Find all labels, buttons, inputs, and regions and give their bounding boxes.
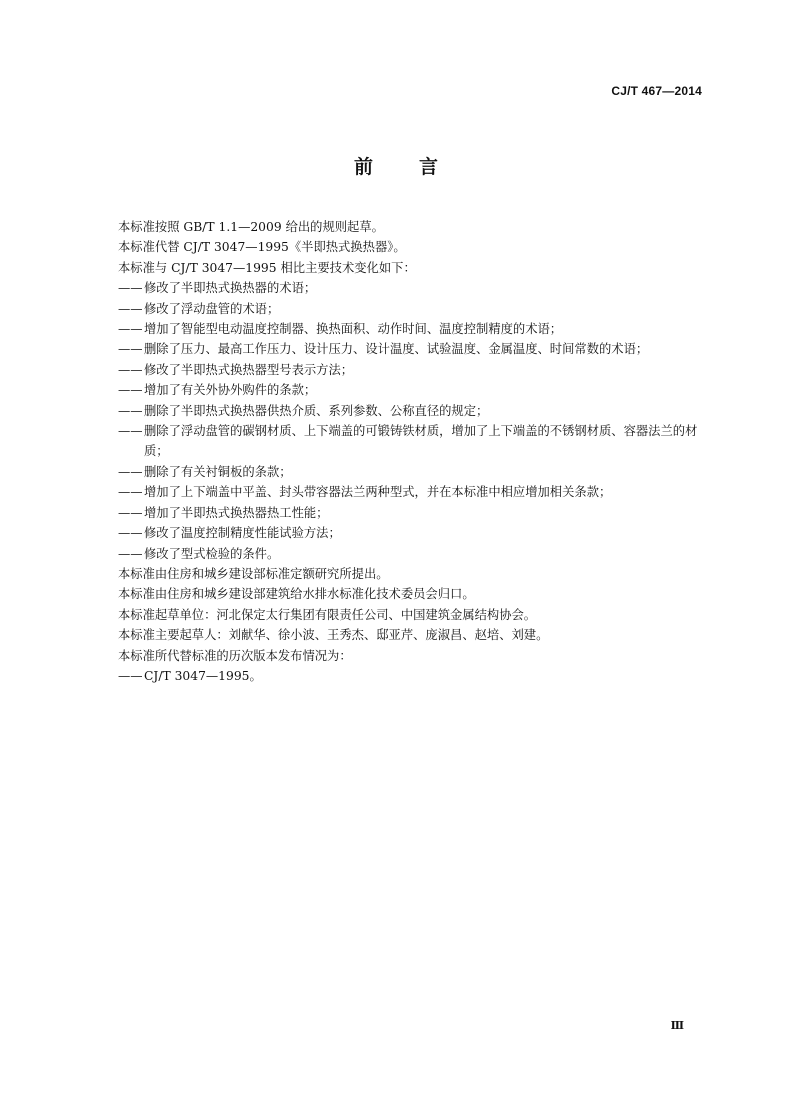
list-item <box>118 523 710 543</box>
list-dash: —— <box>118 383 143 398</box>
list-dash: —— <box>118 362 143 377</box>
paragraph-drafting-rules: 本标准按照 GB/T 1.1—2009 给出的规则起草。 <box>118 220 384 234</box>
paragraph-drafters: 本标准主要起草人：刘献华、徐小波、王秀杰、邸亚芹、庞淑昌、赵培、刘建。 <box>118 628 549 643</box>
list-item <box>118 503 710 523</box>
list-dash: —— <box>118 301 143 316</box>
list-item <box>118 401 710 421</box>
list-item-text: 修改了半即热式换热器的术语； <box>144 281 317 296</box>
paragraph-changes-intro: 本标准与 CJ/T 3047—1995 相比主要技术变化如下： <box>118 260 416 275</box>
list-item <box>118 380 710 400</box>
paragraph-drafting-organizations: 本标准起草单位：河北保定太行集团有限责任公司、中国建筑金属结构协会。 <box>118 607 537 622</box>
list-dash: —— <box>118 464 143 479</box>
list-dash: —— <box>118 668 143 683</box>
list-dash: —— <box>118 505 143 520</box>
list-item-text: 修改了浮动盘管的术语； <box>144 301 280 316</box>
list-item-text: 删除了压力、最高工作压力、设计压力、设计温度、试验温度、金属温度、时间常数的术语； <box>144 342 649 357</box>
paragraph-administered-by: 本标准由住房和城乡建设部建筑给水排水标准化技术委员会归口。 <box>118 587 475 602</box>
list-dash: —— <box>118 526 143 541</box>
list-item-text: 删除了半即热式换热器供热介质、系列参数、公称直径的规定； <box>144 403 489 418</box>
list-item-text: 删除了有关衬铜板的条款； <box>144 464 292 479</box>
list-item <box>118 421 710 462</box>
list-item <box>118 544 710 564</box>
history-list <box>118 666 710 686</box>
list-item-text: CJ/T 3047—1995。 <box>144 668 262 683</box>
page-number: Ⅲ <box>670 1019 684 1032</box>
list-item-text: 增加了半即热式换热器热工性能； <box>144 505 329 520</box>
list-item <box>118 299 710 319</box>
list-dash: —— <box>118 485 143 500</box>
standard-code: CJ/T 467—2014 <box>611 84 702 98</box>
list-item <box>118 482 710 502</box>
list-item <box>118 360 710 380</box>
list-item <box>118 319 710 339</box>
list-item-text: 增加了有关外协外购件的条款； <box>144 383 317 398</box>
list-item-text: 删除了浮动盘管的碳钢材质、上下端盖的可锻铸铁材质，增加了上下端盖的不锈钢材质、容器法兰的材质； <box>144 424 698 459</box>
list-dash: —— <box>118 322 143 337</box>
paragraph-history-intro: 本标准所代替标准的历次版本发布情况为： <box>118 648 352 663</box>
page-title: 前言 <box>353 156 484 178</box>
paragraph-replaces: 本标准代替 CJ/T 3047—1995《半即热式换热器》。 <box>118 240 406 255</box>
list-dash: —— <box>118 546 143 561</box>
list-item <box>118 339 710 359</box>
list-item <box>118 666 710 686</box>
changes-list <box>118 278 710 564</box>
list-dash: —— <box>118 281 143 296</box>
list-item <box>118 278 710 298</box>
list-dash: —— <box>118 424 143 439</box>
list-dash: —— <box>118 403 143 418</box>
paragraph-proposed-by: 本标准由住房和城乡建设部标准定额研究所提出。 <box>118 566 389 581</box>
list-item-text: 修改了型式检验的条件。 <box>144 546 280 561</box>
list-item-text: 增加了上下端盖中平盖、封头带容器法兰两种型式，并在本标准中相应增加相关条款； <box>144 485 612 500</box>
list-item-text: 修改了温度控制精度性能试验方法； <box>144 526 341 541</box>
list-item <box>118 462 710 482</box>
list-dash: —— <box>118 342 143 357</box>
list-item-text: 增加了智能型电动温度控制器、换热面积、动作时间、温度控制精度的术语； <box>144 322 563 337</box>
foreword-body <box>118 217 710 686</box>
list-item-text: 修改了半即热式换热器型号表示方法； <box>144 362 354 377</box>
